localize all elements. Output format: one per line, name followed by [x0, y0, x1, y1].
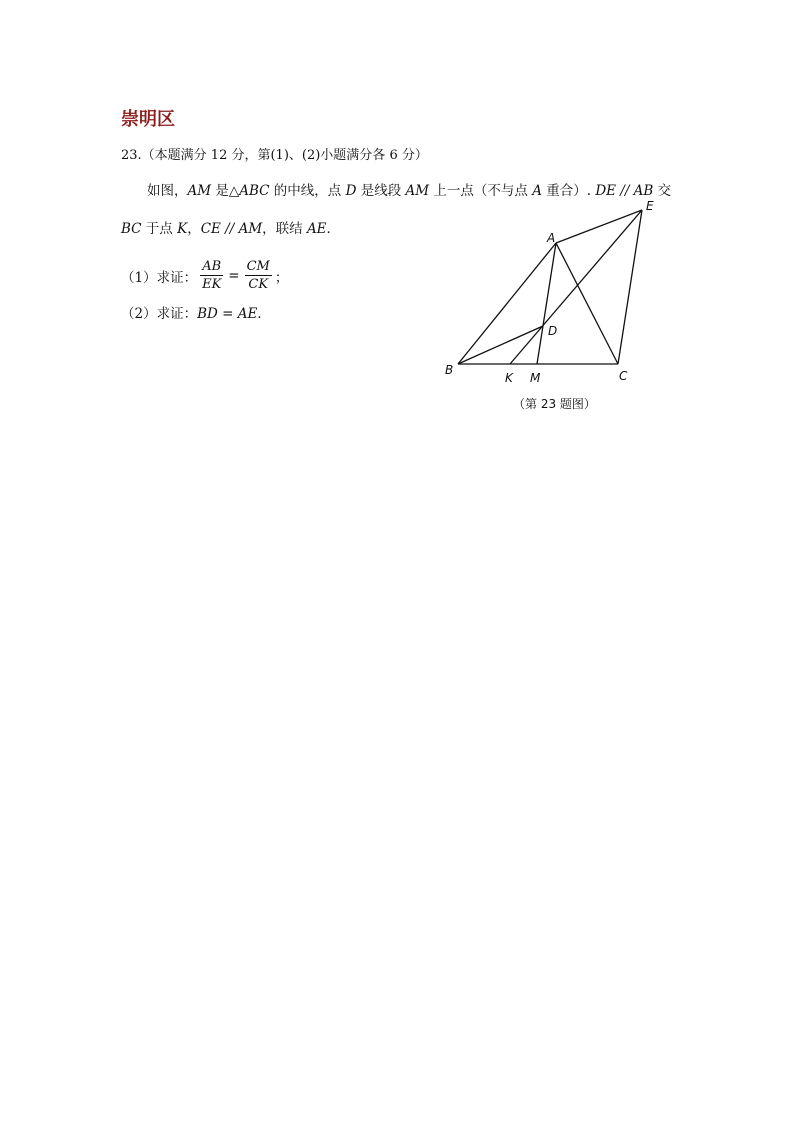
- question-header: 23.（本题满分 12 分，第(1)、(2)小题满分各 6 分）: [121, 148, 428, 163]
- math-a: A: [532, 183, 542, 199]
- math-d: D: [345, 183, 357, 199]
- text: 是△: [211, 183, 240, 199]
- segment-ab: [458, 243, 556, 364]
- math-bd-eq-ae: BD = AE: [197, 306, 258, 322]
- segment-bd: [458, 326, 543, 364]
- math-bc: BC: [121, 221, 142, 237]
- figure-caption: （第 23 题图）: [513, 397, 596, 411]
- segment-ac: [556, 243, 618, 364]
- label-m: M: [530, 371, 541, 385]
- segment-am: [537, 243, 556, 364]
- text: 是线段: [356, 183, 406, 199]
- part-1-label: （1）求证：: [121, 269, 198, 286]
- math-abc: ABC: [239, 183, 270, 199]
- text: 的中线，点: [269, 183, 346, 199]
- text: 交: [653, 183, 672, 199]
- label-d: D: [548, 324, 558, 338]
- region-title: 崇明区: [121, 109, 175, 130]
- text: 如图，: [147, 183, 188, 199]
- label-b: B: [445, 363, 454, 377]
- label-e: E: [646, 199, 654, 213]
- label-a: A: [547, 231, 556, 245]
- equals-sign: =: [228, 267, 240, 284]
- denominator: CK: [248, 277, 269, 292]
- math-ae: AE: [306, 221, 327, 237]
- numerator: AB: [202, 259, 222, 274]
- text: ，: [187, 221, 201, 237]
- denominator: EK: [202, 277, 222, 292]
- text: ．: [257, 306, 271, 322]
- math-k: K: [177, 221, 188, 237]
- math-am: AM: [187, 183, 212, 199]
- label-k: K: [505, 371, 513, 385]
- text: 于点: [141, 221, 178, 237]
- numerator: CM: [246, 259, 270, 274]
- math-de-parallel-ab: DE // AB: [595, 183, 654, 199]
- text: ；: [274, 269, 289, 286]
- text: 上一点（不与点: [429, 183, 533, 199]
- math-ce-parallel-am: CE // AM: [200, 221, 263, 237]
- text: ，联结: [262, 221, 307, 237]
- math-am: AM: [405, 183, 430, 199]
- segment-ae: [556, 210, 642, 243]
- label-c: C: [619, 369, 628, 383]
- text: ．: [326, 221, 341, 237]
- text: 重合）.: [541, 183, 596, 199]
- part-2-label: （2）求证：: [121, 306, 198, 322]
